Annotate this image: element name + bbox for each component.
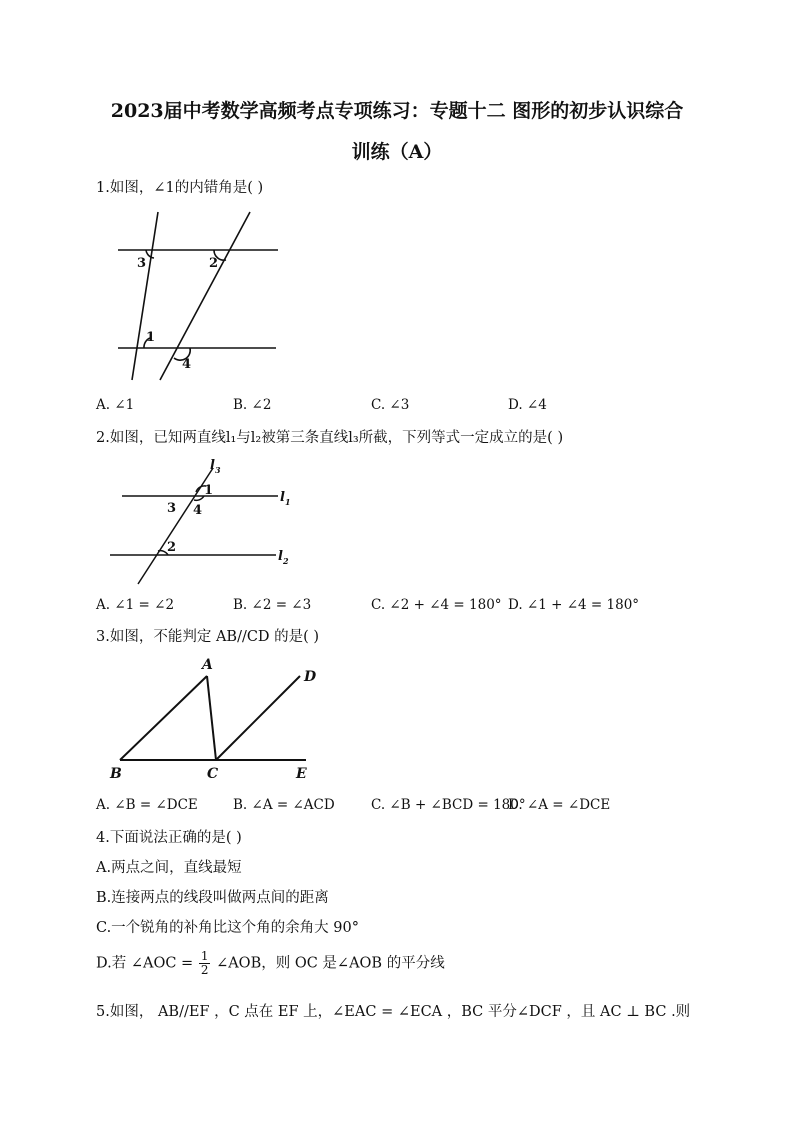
q1-right-transversal [160,212,250,380]
q3-figure [104,652,324,782]
q4-option-c[interactable]: C.一个锐角的补角比这个角的余角大 90° [96,920,359,936]
q1-label-2: 2 [209,256,219,271]
q3-segment-ac [207,676,216,760]
q1-label-1: 1 [146,330,156,345]
q5-stem: 5.如图， AB//EF ，C 点在 EF 上，∠EAC = ∠ECA ，BC 平分∠DCF ，且 AC ⊥ BC .则 [96,1004,691,1020]
q3-label-b: B [110,766,122,782]
q1-figure [110,208,290,386]
q2-label-l1: $l_1$ [280,490,291,507]
q3-option-d[interactable]: D. ∠A = ∠DCE [508,797,611,813]
q4-fraction-denominator: 2 [200,963,209,977]
q4-option-d-suffix: ∠AOB，则 OC 是∠AOB 的平分线 [216,955,445,972]
q1-option-a[interactable]: A. ∠1 [96,397,135,413]
q4-option-d[interactable] [96,950,445,977]
q2-figure [100,456,310,588]
q2-label-l2: $l_2$ [278,549,289,566]
page-title-line2: 训练（A） [351,141,443,163]
q4-fraction-numerator: 1 [200,949,209,963]
q2-option-d[interactable]: D. ∠1 + ∠4 = 180° [508,597,640,613]
q3-label-a: A [202,657,213,673]
q3-label-d: D [304,669,317,685]
q1-left-transversal [132,212,158,380]
q2-label-3: 3 [167,501,177,516]
q2-option-c[interactable]: C. ∠2 + ∠4 = 180° [371,597,502,613]
q1-label-4: 4 [182,357,192,372]
page-title-line1: 2023届中考数学高频考点专项练习：专题十二 图形的初步认识综合 [110,100,684,122]
q4-option-d-prefix: D.若 ∠AOC = [96,955,194,972]
q2-label-4: 4 [193,503,203,518]
q3-segment-ba [120,676,207,760]
q2-label-2: 2 [167,540,177,555]
q3-label-c: C [207,766,219,782]
q2-option-b[interactable]: B. ∠2 = ∠3 [233,597,312,613]
q1-option-b[interactable]: B. ∠2 [233,397,272,413]
q4-option-b[interactable]: B.连接两点的线段叫做两点间的距离 [96,890,329,906]
q2-label-1: 1 [204,483,214,498]
q4-option-d-fraction [199,950,211,977]
q4-stem: 4.下面说法正确的是( ) [96,830,242,846]
q1-stem: 1.如图，∠1的内错角是( ) [96,180,264,196]
q2-label-l3: $l_3$ [210,458,221,475]
q3-option-c[interactable]: C. ∠B + ∠BCD = 180° [371,797,526,813]
q2-option-a[interactable]: A. ∠1 = ∠2 [96,597,175,613]
q1-label-3: 3 [137,256,147,271]
q3-segment-cd [216,676,300,760]
q2-stem: 2.如图，已知两直线l₁与l₂被第三条直线l₃所截，下列等式一定成立的是( ) [96,430,564,446]
q2-line-l3 [138,468,213,584]
q4-option-a[interactable]: A.两点之间，直线最短 [96,860,242,876]
q3-label-e: E [296,766,307,782]
q1-option-c[interactable]: C. ∠3 [371,397,410,413]
q3-stem: 3.如图，不能判定 AB//CD 的是( ) [96,629,320,645]
q1-option-d[interactable]: D. ∠4 [508,397,547,413]
q3-option-a[interactable]: A. ∠B = ∠DCE [96,797,198,813]
q1-arc-3 [146,250,154,258]
q3-option-b[interactable]: B. ∠A = ∠ACD [233,797,335,813]
